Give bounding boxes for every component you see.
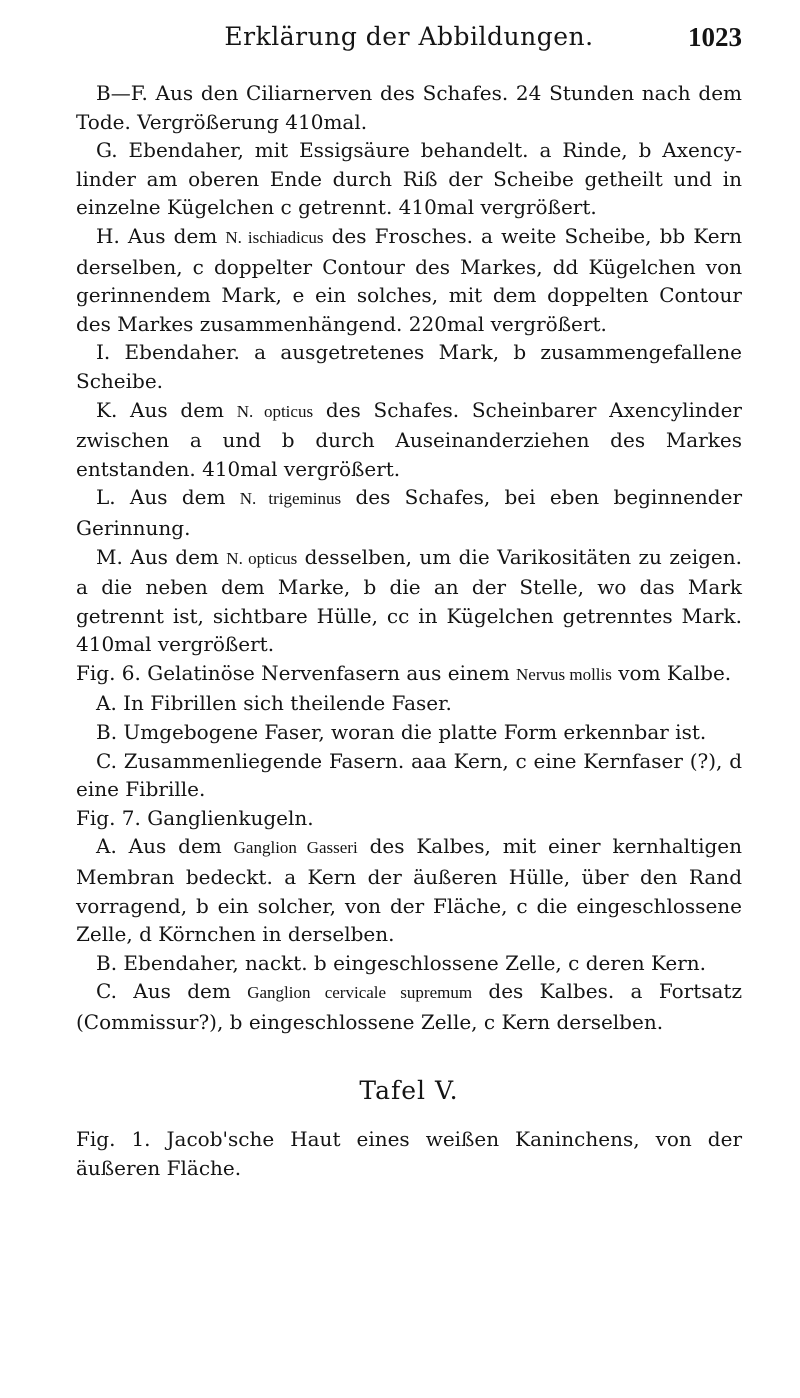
entry-6a: A. In Fibrillen sich theilende Faser. — [96, 691, 452, 716]
figure-6-caption: Fig. 6. Gelatinöse Nervenfasern aus einem Nervus mollis vom Kalbe. — [76, 660, 732, 685]
anatomical-term: N. opticus — [236, 401, 314, 421]
entry-7c: C. Aus dem Ganglion cervicale supremum des Kalbes. a Fortsatz (Commissur?), b eingeschlossene Zelle, c Kern derselben. — [76, 979, 743, 1034]
running-title: Erklärung der Abbildungen. — [224, 22, 594, 51]
entry-7b: B. Ebendaher, nackt. b eingeschlossene Zelle, c deren Kern. — [96, 950, 707, 975]
anatomical-term: N. trigeminus — [239, 489, 342, 509]
entry-7a: A. Aus dem Ganglion Gasseri des Kalbes, mit einer kernhaltigen Membran bedeckt. a Kern der äußeren Hülle, über den Rand vorragend, b ein solcher, von der Fläche, c die eingeschlossene Zelle, d Körnchen in derselben. — [76, 834, 742, 947]
section-heading: Tafel V. — [359, 1075, 459, 1105]
entry-h: H. Aus dem N. ischiadicus des Frosches. a weite Scheibe, bb Kern derselben, c doppelter Contour des Markes, dd Kügelchen von gerinnendem Mark, e ein solches, mit dem doppelten Contour des Markes zusammenhängend. 220mal vergrößert. — [76, 223, 743, 336]
entry-6b: B. Umgebogene Faser, woran die platte Form erkennbar ist. — [96, 720, 707, 745]
entry-g: G. Ebendaher, mit Essigsäure behandelt. a Rinde, b Axency-linder am oberen Ende durch Riß der Scheibe getheilt und in einzelne Kügelchen c getrennt. 410mal vergrößert. — [76, 138, 742, 220]
anatomical-term: Ganglion Gasseri — [233, 838, 358, 858]
entry-k: K. Aus dem N. opticus des Schafes. Scheinbarer Axencylinder zwischen a und b durch Auseinanderziehen des Markes entstanden. 410mal vergrößert. — [76, 397, 742, 481]
page-header — [76, 22, 742, 60]
anatomical-term: N. ischiadicus — [225, 227, 324, 247]
anatomical-term: Ganglion cervicale supremum — [247, 983, 473, 1003]
page-body — [76, 79, 742, 1182]
anatomical-term: Nervus mollis — [516, 664, 612, 684]
figure-7-caption: Fig. 7. Ganglienkugeln. — [76, 805, 314, 830]
entry-b-f: B—F. Aus den Ciliarnerven des Schafes. 24 Stunden nach dem Tode. Vergrößerung 410mal. — [76, 81, 742, 134]
tafel-5-fig-1-caption: Fig. 1. Jacob'sche Haut eines weißen Kaninchens, von der äußeren Fläche. — [76, 1127, 742, 1180]
page-number: 1023 — [688, 22, 742, 52]
entry-l: L. Aus dem N. trigeminus des Schafes, bei eben beginnender Gerinnung. — [76, 485, 743, 540]
entry-6c: C. Zusammenliegende Fasern. aaa Kern, c eine Kernfaser (?), d eine Fibrille. — [76, 748, 742, 802]
entry-i: I. Ebendaher. a ausgetretenes Mark, b zusammengefallene Scheibe. — [76, 340, 742, 393]
entry-m: M. Aus dem N. opticus desselben, um die Varikositäten zu zeigen. a die neben dem Marke, b die an der Stelle, wo das Mark getrennt ist, sichtbare Hülle, cc in Kügelchen getrenntes Mark. 410mal vergrößert. — [76, 544, 743, 657]
anatomical-term: N. opticus — [226, 548, 298, 568]
